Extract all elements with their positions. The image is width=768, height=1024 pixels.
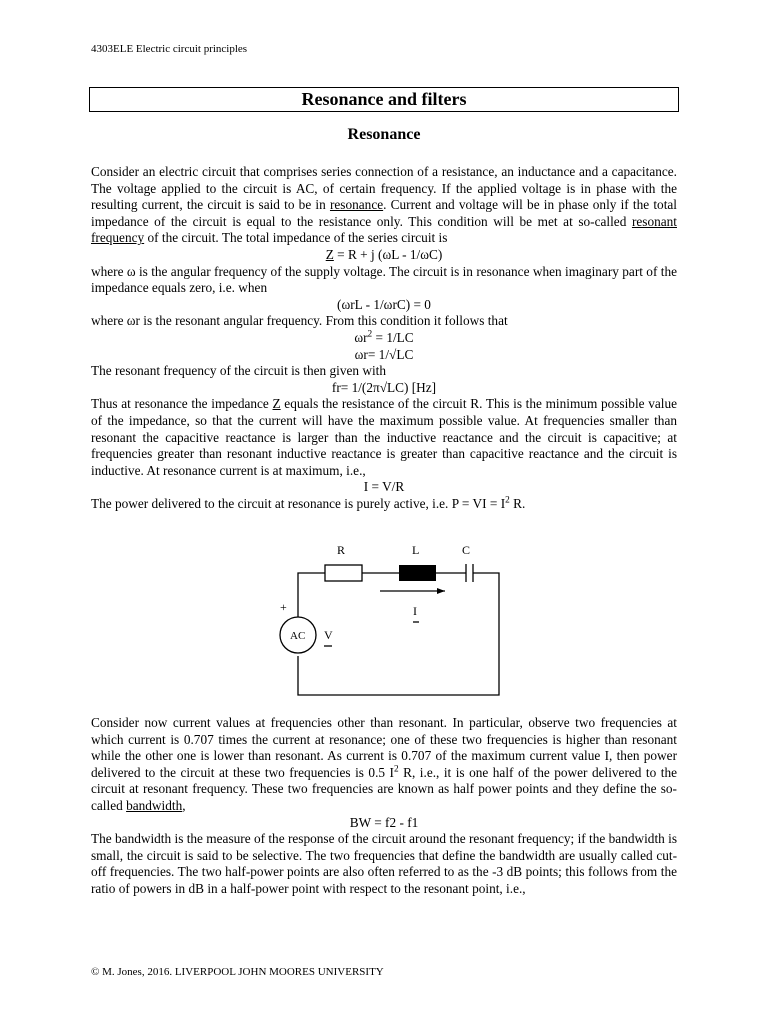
superscript: 2 (393, 764, 399, 775)
equation-bandwidth: BW = f2 - f1 (349, 814, 419, 830)
label-c: C (462, 543, 471, 557)
label-r: R (337, 543, 346, 557)
text: Consider an electric circuit that comprises series connection of a resistance, an inductance and a capacitance. The voltage applied to the circuit is AC, of certain frequency. If the applied voltage is in phase with the resulting current, the circuit is said to be in (91, 164, 677, 213)
current-arrow-head (437, 588, 445, 594)
equation-resonance-condition: (ωrL - 1/ωrC) = 0 (337, 296, 431, 312)
paragraph-half-power (91, 715, 677, 815)
body-upper (91, 164, 677, 512)
title-box (89, 87, 679, 112)
body-lower (91, 715, 677, 898)
section-title: Resonance (347, 126, 421, 143)
label-v: V (324, 628, 333, 642)
text: The power delivered to the circuit at resonance is purely active, i.e. P = VI = I (91, 495, 506, 511)
equation-omega-squared (91, 330, 677, 347)
equation-omega-r: ωr= 1/√LC (354, 346, 414, 362)
equation-current: I = V/R (363, 479, 405, 495)
paragraph-minimum-impedance (91, 396, 677, 479)
term-resonance: resonance (329, 197, 384, 213)
impedance-symbol: Z (325, 246, 334, 262)
text: Thus at resonance the impedance (91, 396, 273, 412)
page-footer: © M. Jones, 2016. LIVERPOOL JOHN MOORES UNIVERSITY (91, 966, 384, 978)
equation-fr: fr= 1/(2π√LC) [Hz] (331, 379, 437, 395)
superscript: 2 (367, 329, 373, 340)
equation-text: = 1/LC (372, 329, 414, 345)
label-i: I (413, 604, 417, 618)
paragraph-power (91, 496, 677, 513)
label-plus: + (280, 600, 287, 614)
page-header: 4303ELE Electric circuit principles (91, 43, 248, 55)
page-title: Resonance and filters (301, 89, 467, 109)
equation-text: = R + j (ωL - 1/ωC) (333, 246, 443, 262)
impedance-symbol: Z (272, 396, 281, 412)
paragraph-omega-r: where ωr is the resonant angular frequency. From this condition it follows that (91, 313, 508, 329)
label-ac: AC (290, 630, 306, 642)
paragraph-intro (91, 164, 677, 247)
paragraph-resonant-frequency: The resonant frequency of the circuit is then given with (91, 363, 387, 379)
text: R. (509, 495, 526, 511)
text: of the circuit. The total impedance of the series circuit is (144, 230, 448, 246)
superscript: 2 (505, 495, 510, 506)
paragraph-bandwidth: The bandwidth is the measure of the response of the circuit around the resonant frequency; if the bandwidth is small, the circuit is said to be selective. The two frequencies that define the bandwidth are usually called cut-off frequencies. The two half-power points are also often referred to as the -3 dB points; this follows from the ratio of powers in dB in a half-power point with respect to the resonant point, i.e., (91, 831, 677, 896)
equation-text: ωr (354, 329, 368, 345)
label-l: L (412, 543, 420, 557)
term-bandwidth: bandwidth (126, 797, 183, 813)
paragraph-omega: where ω is the angular frequency of the supply voltage. The circuit is in resonance when imaginary part of the impedance equals zero, i.e. when (91, 263, 677, 296)
equation-impedance (91, 247, 677, 264)
term-resonant-frequency: resonant frequency (91, 213, 677, 246)
text: Consider now current values at frequencies other than resonant. In particular, observe two frequencies at which current is 0.707 times the current at resonance; one of these two frequencies is higher than resonant while the other one is lower than resonant. As current is 0.707 of the maximum current value I, then power delivered to the circuit at these two frequencies is 0.5 I (91, 715, 677, 780)
text: . Current and voltage will be in phase only if the total impedance of the circuit is equal to the resistance only. This condition will be met at so-called (91, 197, 677, 229)
inductor-symbol (399, 565, 436, 581)
text: equals the resistance of the circuit R. This is the minimum possible value of the impedance, so that the current will have the maximum possible value. At frequencies smaller than resonant the capacitive reactance is larger than the inductive reactance and the circuit is capacitive; at frequencies greater than resonant inductive reactance is greater than capacitive reactance and the circuit is inductive. At resonance current is at maximum, i.e., (91, 396, 677, 478)
rlc-circuit-diagram (270, 540, 520, 705)
text: , (182, 797, 186, 813)
resistor-symbol (325, 565, 362, 581)
text: R, i.e., it is one half of the power delivered to the circuit at resonant frequency. These two frequencies are known as half power points and they define the so-called (91, 764, 677, 813)
